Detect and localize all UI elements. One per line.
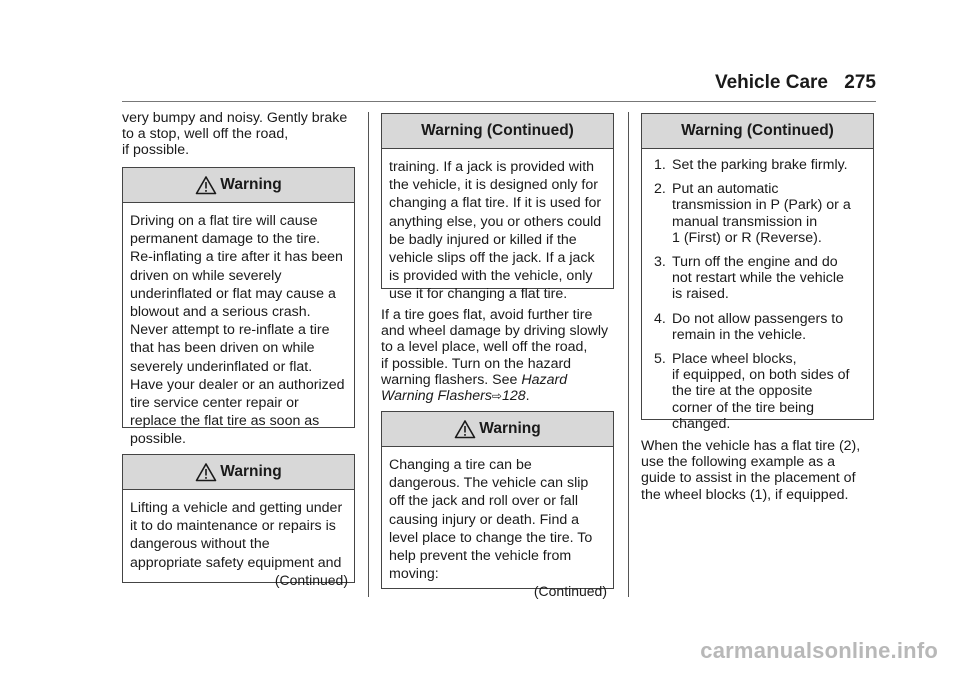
warning-body: Driving on a flat tire will cause permanent damage to the tire. Re-inflating a tire after it has been driven on while severely underinflated or flat may cause a blowout and a serious crash. Never attempt to re-inflate a tire that has been driven on while severely underinflated or flat. Have your dealer or an authorized tire service center repair or replace the flat tire as soon as possible.	[130, 213, 345, 448]
reference-page[interactable]: 128	[501, 388, 526, 405]
step-number: 5.	[654, 351, 666, 368]
step-text: Place wheel blocks, if equipped, on both sides of the tire at the opposite corner of the tire being changed.	[672, 351, 850, 432]
warning-label: Warning	[220, 463, 282, 480]
warning-heading: Warning (Continued)	[642, 114, 873, 149]
step-text: Turn off the engine and do not restart while the vehicle is raised.	[672, 254, 844, 303]
step-text: Set the parking brake firmly.	[672, 157, 848, 173]
warning-triangle-icon	[195, 175, 217, 195]
warning-continued-box	[381, 113, 614, 303]
watermark: carmanualsonline.info	[700, 638, 938, 663]
paragraph-text: If a tire goes flat, avoid further tire and wheel damage by driving slowly to a level place, well off the road, if possible. Turn on the hazard warning flashers. See	[381, 307, 609, 388]
warning-body: Lifting a vehicle and getting under it to do maintenance or repairs is dangerous without the appropriate safety equipment and	[130, 500, 343, 571]
column-1	[122, 110, 358, 159]
warning-body: training. If a jack is provided with the vehicle, it is designed only for changing a flat tire. If it is used for anything else, you or others could be badly injured or killed if the vehicle slips off the jack. If a jack is provided with the vehicle, only use it for changing a flat tire.	[389, 159, 602, 303]
warning-heading	[382, 412, 613, 447]
step-item	[654, 157, 865, 173]
step-text: Put an automatic transmission in P (Park) or a manual transmission in 1 (First) or R (Reverse).	[672, 181, 851, 246]
step-number: 2.	[654, 181, 666, 198]
intro-paragraph: very bumpy and noisy. Gently brake to a stop, well off the road, if possible.	[122, 110, 348, 159]
continued-label: (Continued)	[533, 583, 607, 600]
warning-box-1	[122, 167, 355, 448]
page-number: 275	[844, 72, 876, 93]
paragraph-end: .	[525, 388, 530, 405]
step-number: 4.	[654, 310, 666, 327]
warning-box-2	[122, 454, 355, 588]
warning-box-3	[381, 411, 614, 600]
warning-triangle-icon	[454, 419, 476, 439]
hazard-paragraph	[381, 307, 621, 404]
step-text: Do not allow passengers to remain in the vehicle.	[672, 310, 844, 343]
warning-heading	[123, 455, 354, 490]
warning-heading: Warning (Continued)	[382, 114, 613, 149]
warning-continued-steps-box	[641, 113, 874, 432]
warning-label: Warning	[479, 420, 541, 437]
step-number: 3.	[654, 254, 666, 271]
wheel-blocks-paragraph	[641, 438, 877, 503]
warning-body: Changing a tire can be dangerous. The vehicle can slip off the jack and roll over or fall causing injury or death. Find a level place to change the tire. To help prevent the vehicle from moving:	[389, 457, 593, 583]
warning-label: Warning	[220, 176, 282, 193]
warning-heading	[123, 168, 354, 203]
page-header	[122, 62, 876, 102]
section-title: Vehicle Care	[714, 72, 828, 93]
column-divider-2	[628, 112, 629, 597]
step-item	[654, 351, 865, 432]
step-item	[654, 254, 865, 303]
paragraph-text: When the vehicle has a flat tire (2), use the following example as a guide to assist in the placement of the wheel blocks (1), if equipped.	[641, 438, 861, 503]
steps-list	[642, 149, 873, 446]
warning-triangle-icon	[195, 462, 217, 482]
step-item	[654, 311, 865, 343]
hazard-warning-flashers-link[interactable]: Hazard Warning Flashers	[381, 371, 568, 405]
step-number: 1.	[654, 157, 666, 173]
page-reference-icon: ⇨	[491, 389, 502, 404]
column-divider-1	[368, 112, 369, 597]
step-item	[654, 181, 865, 246]
continued-label: (Continued)	[274, 571, 348, 588]
header-rule	[122, 101, 876, 102]
